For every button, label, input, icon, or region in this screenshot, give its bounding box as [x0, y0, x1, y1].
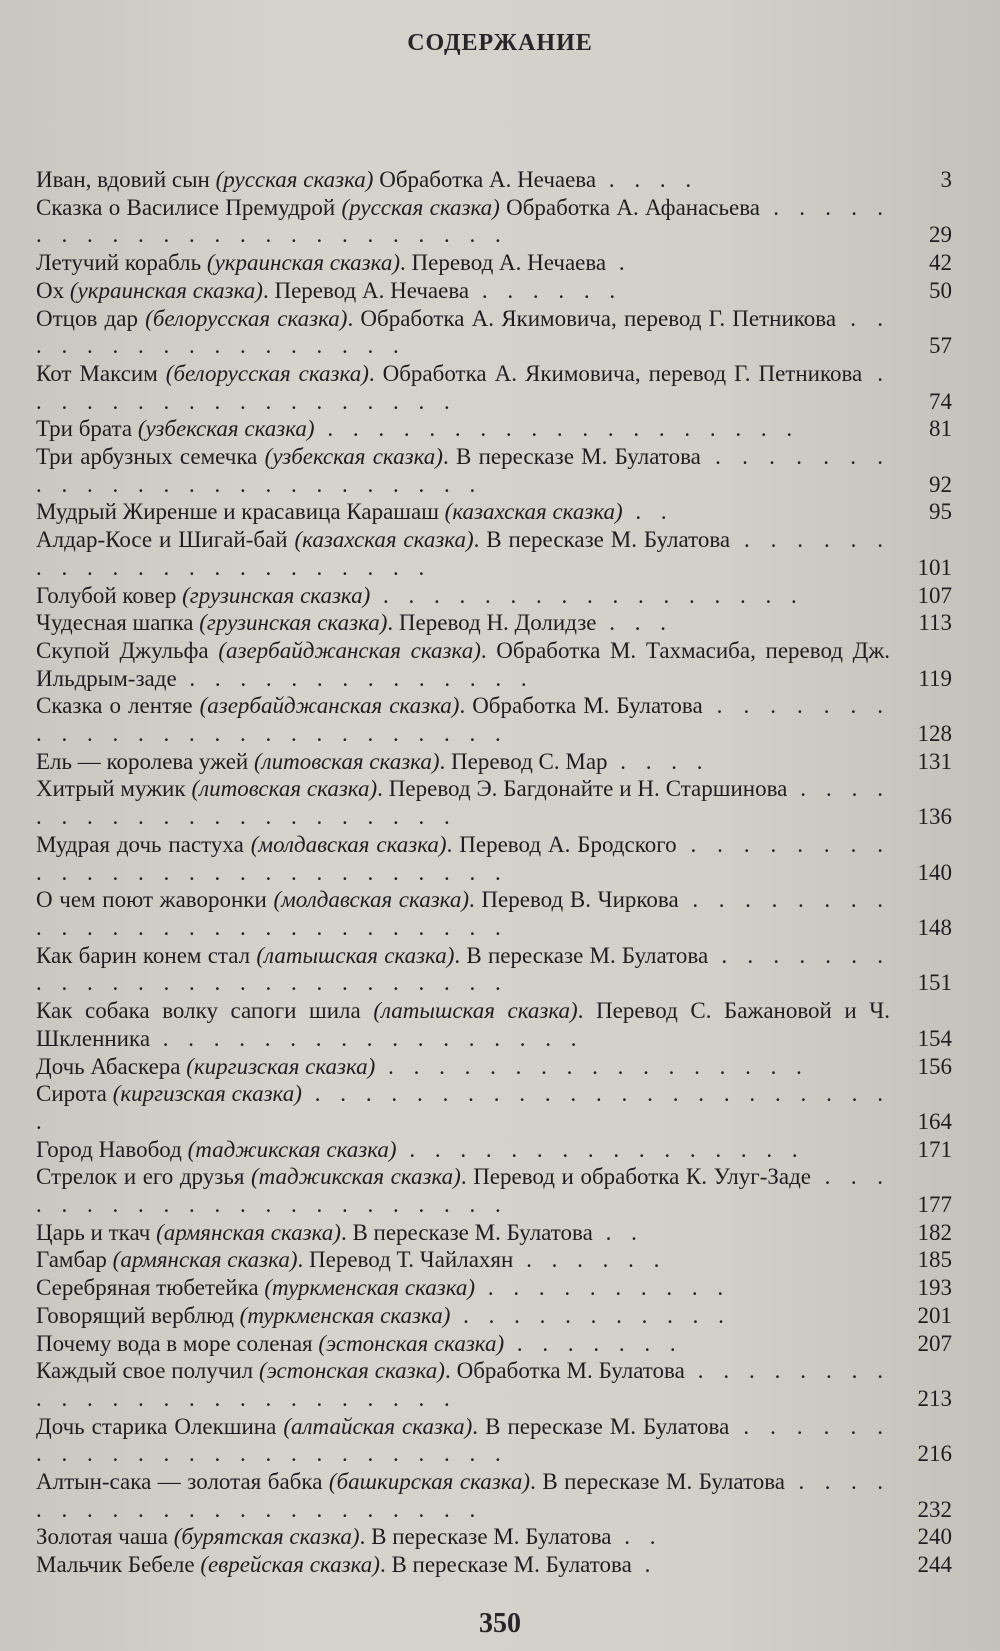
- entry-leader-dots: . . . . . . . . . . . . . . . .: [396, 1136, 805, 1162]
- toc-entry: [36, 609, 952, 637]
- entry-credit: . Обработка М. Тахмасиба, перевод Дж. Ильдрым-заде: [36, 637, 890, 691]
- toc-entry: [36, 1468, 952, 1523]
- entry-credit: . Перевод А. Нечаева: [262, 277, 470, 303]
- entry-page-number: 57: [929, 333, 952, 359]
- toc-entry: [36, 194, 952, 249]
- entry-page-number: 95: [929, 499, 952, 525]
- entry-text: [36, 1524, 662, 1549]
- toc-entry: [36, 748, 952, 776]
- entry-leader-dots: . . . . . . . . . . . . . . . . . . . . . .: [36, 1469, 890, 1522]
- entry-leader-dots: . . . . . . . . . . . . . . . . . . . . . . . . . .: [36, 942, 890, 996]
- entry-leader-dots: . . . . . . . . . . . . . . . . . . .: [314, 416, 800, 442]
- entry-title: Хитрый мужик: [36, 776, 192, 802]
- entry-text: [36, 693, 890, 746]
- entry-leader-dots: . . . . . . . . . . . . . . . . . . . . . . . . .: [36, 444, 891, 497]
- entry-title: О чем поют жаворонки: [36, 887, 274, 913]
- entry-page-number: 81: [929, 416, 952, 442]
- entry-page-number: 119: [918, 665, 952, 691]
- toc-entry: [36, 1330, 952, 1358]
- entry-page-number: 151: [917, 970, 952, 996]
- entry-text: [36, 776, 890, 829]
- entry-text: [36, 887, 890, 940]
- toc-entry: [36, 1080, 952, 1135]
- toc-entry: [36, 360, 952, 415]
- entry-credit: . Обработка М. Булатова: [444, 1358, 685, 1384]
- entry-credit: . Перевод А. Нечаева: [400, 250, 607, 276]
- entry-genre: (киргизская сказка): [112, 1081, 302, 1107]
- entry-credit: . Перевод С. Бажановой и Ч. Шкленника: [36, 998, 891, 1051]
- entry-leader-dots: . . . . . . . . . . . . . . . . . . . . . . . . . . .: [36, 887, 890, 940]
- entry-page-number: 148: [917, 914, 952, 940]
- entry-leader-dots: . . . . . .: [513, 1247, 667, 1273]
- entry-leader-dots: . . . . . . . . . . . . . . . . . . . . . . . .: [36, 1081, 891, 1134]
- entry-credit: . Перевод В. Чиркова: [469, 887, 679, 913]
- entry-genre: (таджикская сказка): [187, 1136, 397, 1162]
- entry-credit: . В пересказе М. Булатова: [472, 1413, 730, 1439]
- entry-title: Гамбар: [36, 1247, 113, 1273]
- entry-credit: Обработка А. Афанасьева: [499, 194, 760, 220]
- entry-page-number: 92: [929, 471, 952, 497]
- entry-title: Как барин конем стал: [36, 942, 257, 968]
- toc-entry: [36, 1302, 952, 1330]
- entry-page-number: 213: [917, 1385, 952, 1411]
- entry-text: [36, 1414, 890, 1467]
- entry-page-number: 128: [917, 721, 952, 747]
- entry-text: [36, 527, 890, 580]
- entry-page-number: 232: [917, 1496, 952, 1522]
- toc-entry: [36, 831, 952, 886]
- entry-genre: (русская сказка): [341, 194, 500, 220]
- entry-page-number: 207: [917, 1330, 952, 1356]
- entry-genre: (латышская сказка): [373, 998, 578, 1024]
- entry-page-number: 185: [917, 1247, 952, 1273]
- entry-page-number: 240: [917, 1524, 952, 1550]
- toc-entry: [36, 415, 952, 443]
- toc-entry: [36, 249, 952, 277]
- entry-leader-dots: . . . . . . . . . . .: [450, 1302, 731, 1328]
- entry-credit: . Перевод Т. Чайлахян: [297, 1247, 514, 1273]
- entry-page-number: 193: [917, 1275, 952, 1301]
- toc-entry: [36, 1219, 952, 1247]
- toc-entry: [36, 526, 952, 581]
- entry-genre: (азербайджанская сказка): [218, 637, 481, 663]
- toc-entry: [36, 443, 952, 498]
- entry-leader-dots: . . . . . . . . . . . . . . . . .: [36, 305, 890, 359]
- entry-text: [36, 444, 890, 497]
- entry-title: Сказка о лентяе: [36, 693, 200, 719]
- entry-leader-dots: . . . . . . .: [504, 1330, 683, 1356]
- entry-leader-dots: . . . . . . . . . . . . . . . . .: [150, 1025, 584, 1051]
- entry-title: Мудрый Жиренше и красавица Карашаш: [36, 499, 445, 525]
- entry-page-number: 29: [929, 222, 952, 248]
- entry-credit: . В пересказе М. Булатова: [340, 1219, 593, 1245]
- entry-text: [36, 749, 710, 774]
- page-title: СОДЕРЖАНИЕ: [407, 30, 593, 56]
- entry-credit: . В пересказе М. Булатова: [530, 1469, 785, 1495]
- entry-leader-dots: . . . . . . . . . . . . . .: [176, 665, 534, 691]
- entry-title: Три арбузных семечка: [36, 444, 265, 470]
- entry-title: Каждый свое получил: [36, 1358, 260, 1384]
- entry-genre: (армянская сказка): [112, 1247, 298, 1273]
- entry-leader-dots: .: [631, 1552, 658, 1578]
- entry-leader-dots: . .: [611, 1524, 663, 1550]
- entry-leader-dots: . . . .: [607, 748, 710, 774]
- entry-title: Дочь Абаскера: [36, 1053, 187, 1079]
- entry-leader-dots: . . . . . . . . . . . . . . . . . . . . . . . . .: [36, 1413, 890, 1467]
- entry-title: Ель — королева ужей: [36, 748, 254, 774]
- entry-genre: (казахская сказка): [444, 499, 623, 525]
- entry-leader-dots: . .: [622, 499, 674, 525]
- entry-text: [36, 1552, 657, 1577]
- entry-text: [36, 943, 890, 996]
- entry-page-number: 156: [917, 1053, 952, 1079]
- entry-leader-dots: .: [606, 250, 632, 276]
- entry-credit: . Обработка А. Якимовича, перевод Г. Петникова: [347, 305, 837, 331]
- entry-credit: Обработка А. Нечаева: [373, 167, 597, 192]
- toc-entry: [36, 1053, 952, 1081]
- entry-leader-dots: . . . . . . . . . . . . . . . . . . . . .: [36, 776, 890, 830]
- toc-entry: [36, 1413, 952, 1468]
- toc-entry: [36, 692, 952, 747]
- entry-text: [36, 1220, 644, 1245]
- entry-genre: (таджикская сказка): [251, 1164, 461, 1190]
- entry-page-number: 74: [929, 388, 952, 414]
- entry-credit: . В пересказе М. Булатова: [454, 942, 709, 968]
- toc-entry: [36, 1551, 952, 1579]
- toc-entry: [36, 166, 952, 194]
- entry-leader-dots: . . . . . . . . . . . . . . . . . . . . . . . . .: [36, 1358, 890, 1411]
- entry-text: [36, 361, 890, 414]
- entry-text: [36, 638, 890, 691]
- entry-title: Чудесная шапка: [36, 610, 200, 636]
- entry-text: [36, 1054, 809, 1079]
- entry-title: Говорящий верблюд: [36, 1302, 240, 1328]
- entry-title: Летучий корабль: [36, 250, 207, 276]
- entry-credit: . Перевод С. Мар: [439, 748, 608, 774]
- entry-page-number: 177: [917, 1192, 952, 1218]
- entry-credit: . Перевод Э. Багдонайте и Н. Старшинова: [377, 776, 788, 802]
- entry-page-number: 113: [918, 610, 952, 636]
- entry-text: [36, 1081, 890, 1134]
- entry-text: [36, 167, 698, 192]
- entry-title: Стрелок и его друзья: [36, 1164, 251, 1190]
- entry-leader-dots: . . . . . . . . . . . . . . . . . .: [36, 360, 890, 414]
- entry-title: Золотая чаша: [36, 1524, 174, 1550]
- page-number: 350: [479, 1608, 521, 1639]
- entry-genre: (украинская сказка): [206, 250, 400, 276]
- entry-text: [36, 610, 673, 635]
- entry-genre: (армянская сказка): [156, 1219, 341, 1245]
- entry-genre: (белорусская сказка): [145, 305, 348, 331]
- toc-entry: [36, 1357, 952, 1412]
- entry-text: [36, 1303, 731, 1328]
- entry-title: Серебряная тюбетейка: [36, 1275, 265, 1301]
- entry-page-number: 101: [917, 554, 952, 580]
- entry-genre: (латышская сказка): [256, 942, 455, 968]
- entry-genre: (украинская сказка): [69, 277, 263, 303]
- entry-page-number: 182: [917, 1219, 952, 1245]
- entry-leader-dots: . . . . . . . . . . . . . . . . . . . . . .: [36, 527, 890, 580]
- entry-genre: (эстонская сказка): [259, 1358, 445, 1384]
- entry-genre: (башкирская сказка): [328, 1469, 531, 1495]
- entry-text: [36, 416, 799, 441]
- toc-entry: [36, 277, 952, 305]
- toc-entry: [36, 637, 952, 692]
- toc-entry: [36, 305, 952, 360]
- entry-text: [36, 1358, 890, 1411]
- entry-leader-dots: . . . . . . . . . . . . . . . . .: [370, 582, 804, 608]
- entry-credit: . В пересказе М. Булатова: [473, 527, 731, 553]
- toc-entry: [36, 498, 952, 526]
- entry-leader-dots: . . . . . . . . . . . . . . . . . . . . . . . . . .: [36, 693, 891, 747]
- toc-entry: [36, 997, 952, 1052]
- entry-title: Мальчик Бебеле: [36, 1552, 201, 1578]
- entry-leader-dots: . . . .: [596, 167, 699, 192]
- entry-page-number: 3: [940, 167, 952, 192]
- entry-genre: (грузинская сказка): [182, 582, 371, 608]
- entry-leader-dots: . . . . . . . . . . . . . . . . .: [375, 1053, 809, 1079]
- entry-genre: (молдавская сказка): [273, 887, 470, 913]
- entry-credit: . В пересказе М. Булатова: [379, 1552, 632, 1578]
- entry-genre: (литовская сказка): [191, 776, 378, 802]
- entry-title: Голубой ковер: [36, 582, 183, 608]
- toc-entry: [36, 942, 952, 997]
- entry-title: Алтын-сака — золотая бабка: [36, 1469, 329, 1495]
- entry-genre: (литовская сказка): [253, 748, 440, 774]
- entry-text: [36, 306, 890, 359]
- entry-credit: . Перевод Н. Долидзе: [387, 610, 597, 636]
- toc-entry: [36, 1523, 952, 1551]
- entry-genre: (казахская сказка): [294, 527, 474, 553]
- entry-page-number: 107: [917, 582, 952, 608]
- entry-text: [36, 583, 804, 608]
- toc-entry: [36, 1246, 952, 1274]
- entry-text: [36, 1247, 666, 1272]
- entry-genre: (алтайская сказка): [283, 1413, 473, 1439]
- entry-title: Царь и ткач: [36, 1219, 157, 1245]
- entry-title: Город Навобод: [36, 1136, 188, 1162]
- entry-credit: . Обработка А. Якимовича, перевод Г. Петникова: [368, 360, 863, 386]
- entry-credit: . Обработка М. Булатова: [459, 693, 703, 719]
- entry-title: Иван, вдовий сын: [36, 167, 216, 192]
- entry-page-number: 164: [917, 1108, 952, 1134]
- toc-entry: [36, 775, 952, 830]
- entry-text: [36, 195, 890, 248]
- entry-title: Отцов дар: [36, 305, 146, 331]
- entry-page-number: 140: [917, 859, 952, 885]
- entry-title: Как собака волку сапоги шила: [36, 998, 374, 1024]
- entry-title: Мудрая дочь пастуха: [36, 831, 251, 857]
- entry-page-number: 244: [917, 1552, 952, 1578]
- entry-genre: (белорусская сказка): [165, 360, 369, 386]
- entry-text: [36, 278, 622, 303]
- entry-genre: (бурятская сказка): [173, 1524, 360, 1550]
- entry-text: [36, 998, 890, 1051]
- entry-text: [36, 1469, 890, 1522]
- entry-text: [36, 1331, 683, 1356]
- entry-page-number: 136: [917, 804, 952, 830]
- entry-genre: (туркменская сказка): [239, 1302, 451, 1328]
- entry-page-number: 131: [917, 748, 952, 774]
- entry-text: [36, 1275, 730, 1300]
- entry-page-number: 171: [917, 1136, 952, 1162]
- entry-genre: (грузинская сказка): [199, 610, 388, 636]
- entry-text: [36, 499, 674, 524]
- entry-title: Кот Максим: [36, 360, 166, 386]
- entry-genre: (эстонская сказка): [318, 1330, 505, 1356]
- entry-page-number: 42: [929, 250, 952, 276]
- entry-leader-dots: . .: [592, 1219, 644, 1245]
- entry-credit: . В пересказе М. Булатова: [359, 1524, 612, 1550]
- entry-title: Ох: [36, 277, 70, 303]
- entry-title: Алдар-Косе и Шигай-бай: [36, 527, 295, 553]
- entry-title: Скупой Джульфа: [36, 637, 219, 663]
- entry-leader-dots: . . . . . . . . . . . . . . . . . . . . . .: [36, 1164, 891, 1218]
- entry-leader-dots: . . . . . .: [469, 277, 623, 303]
- entry-genre: (киргизская сказка): [186, 1053, 376, 1079]
- entry-text: [36, 250, 632, 275]
- entry-credit: . Перевод А. Бродского: [446, 831, 677, 857]
- entry-title: Три брата: [36, 416, 138, 442]
- entry-title: Дочь старика Олекшина: [36, 1413, 284, 1439]
- entry-genre: (туркменская сказка): [264, 1275, 476, 1301]
- entry-page-number: 154: [917, 1025, 952, 1051]
- entry-genre: (узбекская сказка): [137, 416, 315, 442]
- toc-entry: [36, 1274, 952, 1302]
- entry-credit: . Перевод и обработка К. Улуг-Заде: [460, 1164, 811, 1190]
- entry-leader-dots: . . . . . . . . . . . . . . . . . . . . . . . .: [36, 194, 890, 248]
- entry-text: [36, 832, 890, 885]
- entry-genre: (узбекская сказка): [264, 444, 443, 470]
- entry-leader-dots: . . . . . . . . . . . . . . . . . . . . . . . . . . .: [36, 831, 890, 885]
- entry-page-number: 201: [917, 1302, 952, 1328]
- toc-entry: [36, 886, 952, 941]
- entry-page-number: 216: [917, 1441, 952, 1467]
- toc-entry: [36, 1163, 952, 1218]
- entry-page-number: 50: [929, 277, 952, 303]
- entry-genre: (молдавская сказка): [250, 831, 447, 857]
- entry-leader-dots: . . . . . . . . . .: [475, 1275, 731, 1301]
- entry-genre: (еврейская сказка): [200, 1552, 380, 1578]
- toc-entry: [36, 1136, 952, 1164]
- entry-text: [36, 1137, 805, 1162]
- entry-title: Сказка о Василисе Премудрой: [36, 194, 342, 220]
- entry-title: Сирота: [36, 1081, 113, 1107]
- entry-genre: (азербайджанская сказка): [199, 693, 460, 719]
- table-of-contents: [36, 166, 952, 1579]
- entry-leader-dots: . . .: [596, 610, 673, 636]
- entry-genre: (русская сказка): [215, 167, 374, 192]
- toc-entry: [36, 582, 952, 610]
- entry-title: Почему вода в море соленая: [36, 1330, 319, 1356]
- entry-text: [36, 1164, 890, 1217]
- entry-credit: . В пересказе М. Булатова: [442, 444, 701, 470]
